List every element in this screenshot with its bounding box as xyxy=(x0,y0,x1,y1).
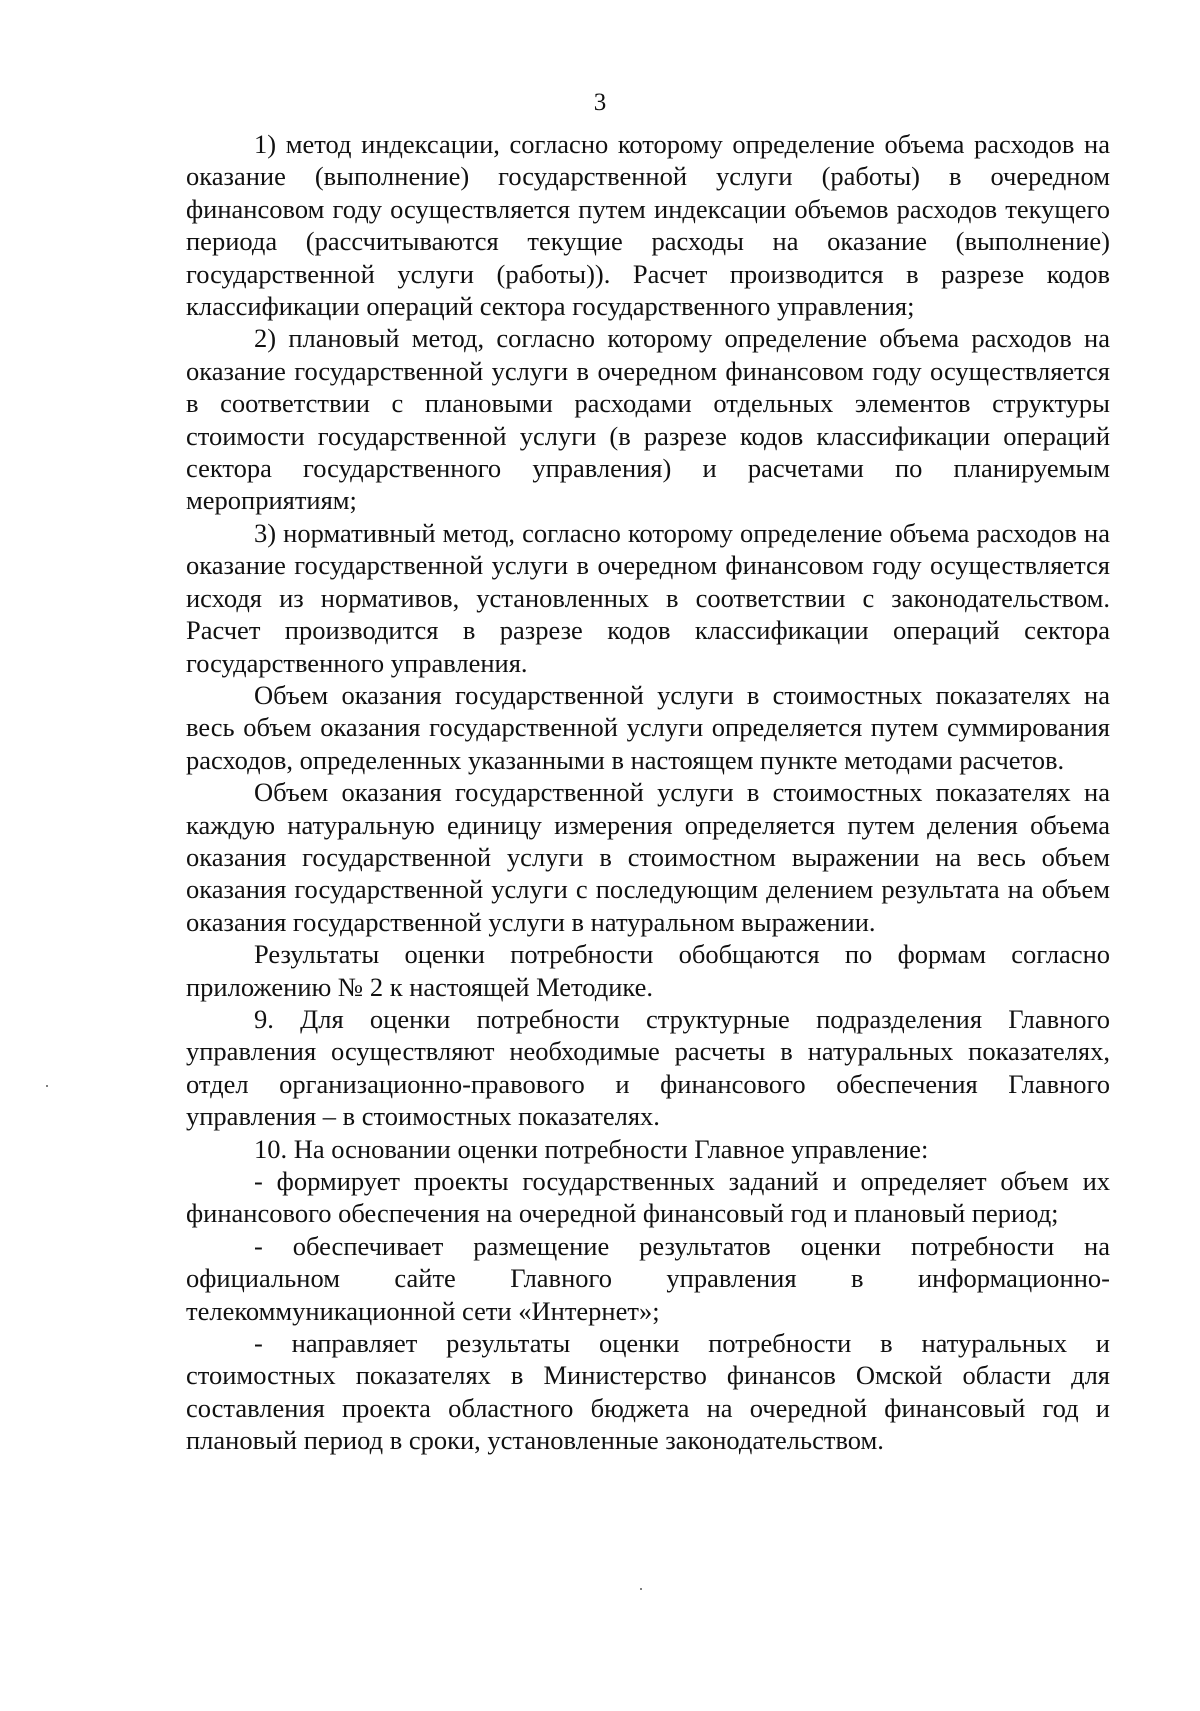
paragraph-total-volume: Объем оказания государственной услуги в стоимостных показателях на весь объем оказания государственной услуги определяется путем суммирования расходов, определенных указанными в настоящем пункте методами расчетов. xyxy=(186,679,1110,775)
paragraph-planned-method: 2) плановый метод, согласно которому определение объема расходов на оказание государственной услуги в очередном финансовом году осуществляется в соответствии с плановыми расходами отдельных элементов структуры стоимости государственной услуги (в разрезе кодов классификации операций сектора государственного управления) и расчетами по планируемым мероприятиям; xyxy=(186,323,1110,516)
scan-speck xyxy=(640,1588,642,1590)
paragraph-item-9: 9. Для оценки потребности структурные подразделения Главного управления осуществляют необходимые расчеты в натуральных показателях, отдел организационно-правового и финансового обеспечения Главного управления – в стоимостных показателях. xyxy=(186,1003,1110,1132)
paragraph-bullet-sends-results: - направляет результаты оценки потребности в натуральных и стоимостных показателях в Министерство финансов Омской области для составления проекта областного бюджета на очередной финансовый год и плановый период в сроки, установленные законодательством. xyxy=(186,1328,1110,1456)
paragraph-indexation-method: 1) метод индексации, согласно которому определение объема расходов на оказание (выполнение) государственной услуги (работы) в очередном финансовом году осуществляется путем индексации объемов расходов текущего периода (рассчитываются текущие расходы на оказание (выполнение) государственной услуги (работы)). Расчет производится в разрезе кодов классификации операций сектора государственного управления; xyxy=(186,129,1110,322)
paragraph-item-10: 10. На основании оценки потребности Главное управление: xyxy=(254,1133,929,1164)
document-body xyxy=(186,128,1110,1457)
paragraph-bullet-publishes-results: - обеспечивает размещение результатов оценки потребности на официальном сайте Главного управления в информационно-телекоммуникационной сети «Интернет»; xyxy=(186,1230,1110,1326)
page-number: 3 xyxy=(593,89,607,116)
paragraph-bullet-forms-assignments: - формирует проекты государственных заданий и определяет объем их финансового обеспечения на очередной финансовый год и плановый период; xyxy=(186,1166,1110,1229)
scan-speck xyxy=(46,1085,48,1087)
paragraph-normative-method: 3) нормативный метод, согласно которому определение объема расходов на оказание государственной услуги в очередном финансовом году осуществляется исходя из нормативов, установленных в соответствии с законодательством. Расчет производится в разрезе кодов классификации операций сектора государственного управления. xyxy=(186,517,1110,678)
paragraph-unit-volume: Объем оказания государственной услуги в стоимостных показателях на каждую натуральную единицу измерения определяется путем деления объема оказания государственной услуги в стоимостном выражении на весь объем оказания государственной услуги с последующим делением результата на объем оказания государственной услуги в натуральном выражении. xyxy=(186,777,1110,937)
paragraph-results-summary: Результаты оценки потребности обобщаются по формам согласно приложению № 2 к настоящей Методике. xyxy=(186,939,1110,1002)
